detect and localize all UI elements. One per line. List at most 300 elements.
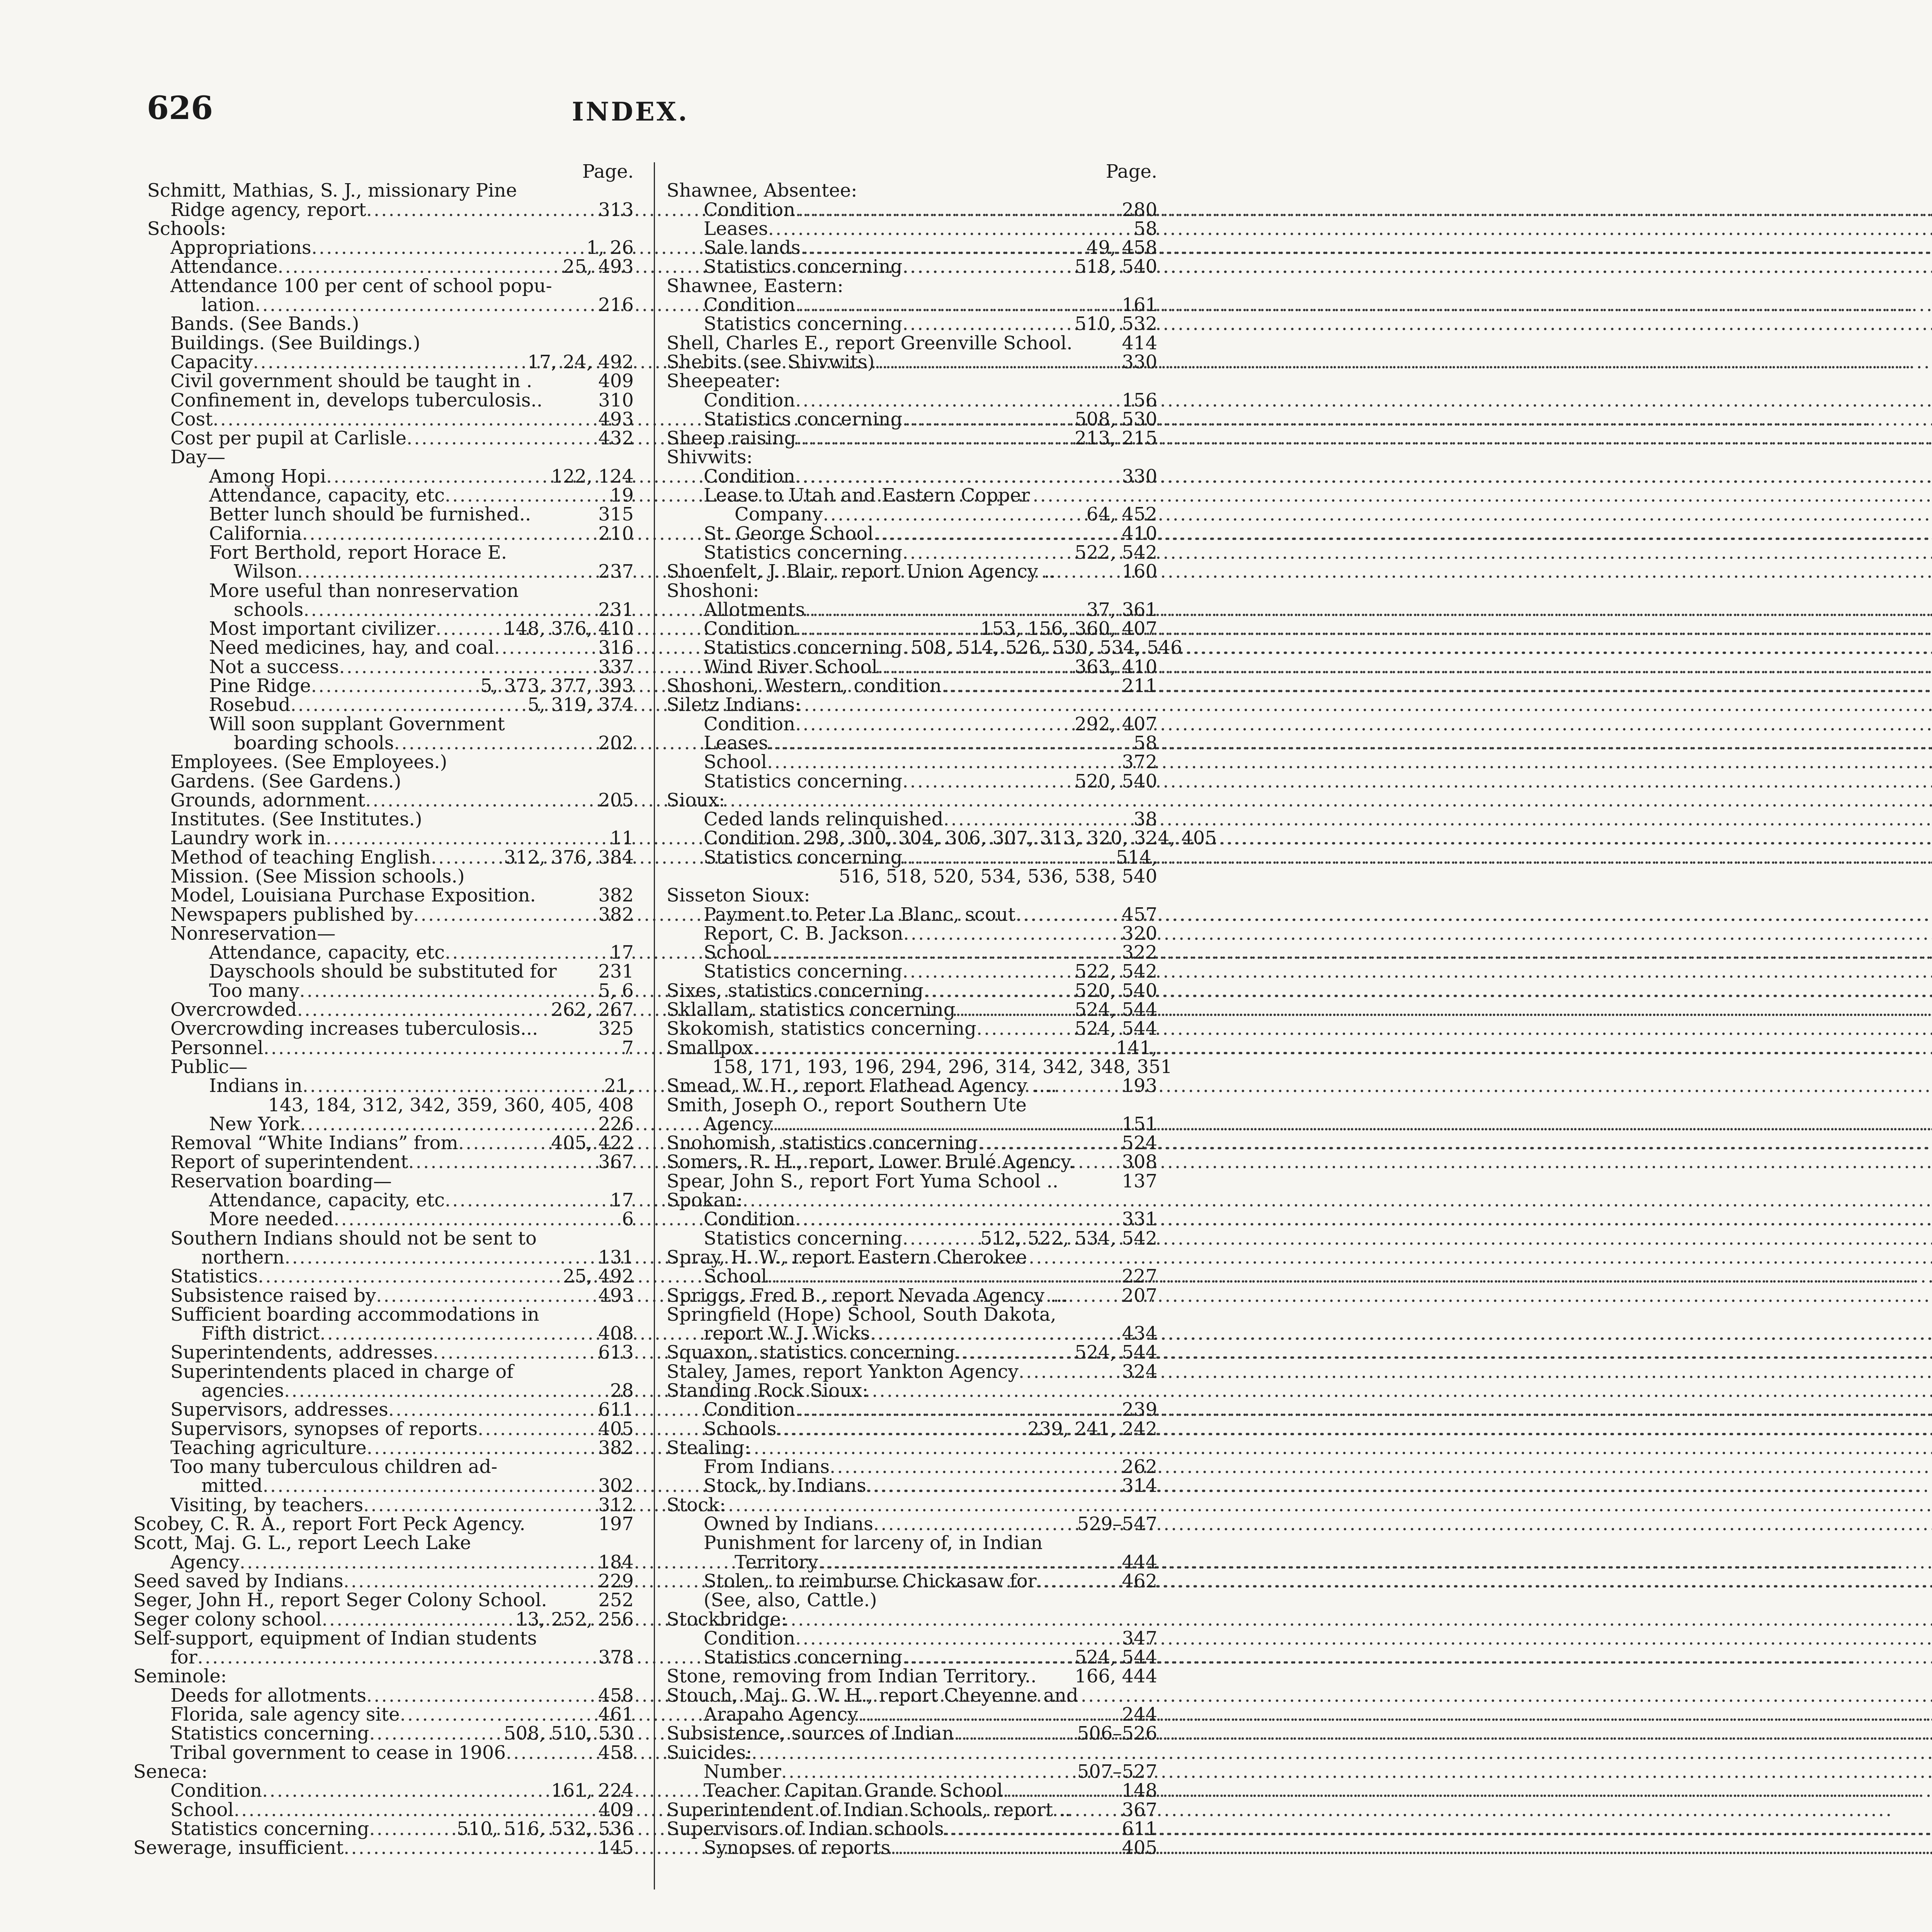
index-entry xyxy=(133,562,634,581)
index-entry-pages: 312, 376, 384 xyxy=(504,846,634,868)
index-entry xyxy=(133,410,634,429)
index-entry xyxy=(133,1343,634,1362)
index-entry xyxy=(133,334,634,353)
dot-leader xyxy=(818,1553,1118,1572)
index-entry-pages: 337 xyxy=(598,656,634,678)
index-entry xyxy=(667,1039,1157,1058)
index-entry-pages: 64, 452 xyxy=(1086,503,1157,526)
index-entry xyxy=(133,543,634,562)
index-entry-pages: 141, xyxy=(1116,1037,1157,1059)
index-entry xyxy=(133,1496,634,1515)
index-entry xyxy=(133,353,634,372)
index-entry-text: Sewerage, insufficient xyxy=(133,1837,344,1859)
index-entry-pages: 237 xyxy=(598,561,634,583)
index-entry xyxy=(667,1686,1157,1705)
index-entry-pages: 13, 252, 256 xyxy=(515,1608,634,1630)
dot-leader xyxy=(197,1648,595,1667)
index-entry xyxy=(133,372,634,391)
index-entry-pages: 524, 544 xyxy=(1075,999,1157,1021)
index-entry-pages: 382 xyxy=(598,1437,634,1459)
index-entry xyxy=(667,1591,1157,1610)
index-entry-text: Report of superintendent xyxy=(170,1151,408,1173)
index-entry-text: Newspapers published by xyxy=(170,903,413,925)
index-entry xyxy=(133,658,634,677)
index-entry xyxy=(667,848,1157,867)
dot-leader xyxy=(1037,1572,1118,1591)
dot-leader xyxy=(406,429,594,448)
dot-leader xyxy=(435,619,500,638)
dot-leader xyxy=(445,1191,606,1210)
index-entry xyxy=(133,981,634,1000)
index-entry-text: Statistics concerning xyxy=(704,961,903,983)
page-header xyxy=(147,90,1114,132)
index-entry xyxy=(667,1000,1157,1019)
index-entry-text: Grounds, adornment xyxy=(170,789,366,811)
index-entry-text: Stolen, to reimburse Chickasaw for xyxy=(704,1570,1037,1592)
index-entry xyxy=(667,391,1157,410)
index-entry xyxy=(667,562,1157,581)
index-entry xyxy=(133,1058,634,1077)
index-entry xyxy=(133,296,634,315)
index-entry-pages: 520, 540 xyxy=(1075,770,1157,792)
index-entry-text: Schools xyxy=(704,1418,777,1440)
index-entry-text: Fort Berthold, report Horace E. xyxy=(209,541,507,563)
index-entry xyxy=(133,238,634,257)
index-entry-pages: 292, 407 xyxy=(1075,713,1157,735)
index-entry-pages: 239 xyxy=(1122,1399,1157,1421)
index-entry-pages: 262 xyxy=(1122,1456,1157,1478)
index-entry-text: Staley, James, report Yankton Agency xyxy=(667,1361,1019,1383)
index-entry-pages: 156 xyxy=(1122,389,1157,411)
index-entry xyxy=(133,677,634,696)
index-entry xyxy=(133,829,634,848)
index-entry xyxy=(133,1439,634,1458)
index-entry-text: School xyxy=(170,1799,234,1821)
index-entry-text: Rosebud xyxy=(209,694,291,716)
index-entry-text: Dayschools should be substituted for xyxy=(209,961,557,983)
dot-leader xyxy=(290,696,524,714)
index-entry-pages: 161 xyxy=(1122,294,1157,316)
index-entry-pages: 363, 410 xyxy=(1075,656,1157,678)
index-entry-text: Nonreservation— xyxy=(170,922,336,944)
index-entry xyxy=(667,1096,1157,1115)
index-entry xyxy=(667,981,1157,1000)
index-entry-pages: 5, 6 xyxy=(598,980,634,1002)
index-entry-pages: 58 xyxy=(1133,218,1157,240)
index-entry-pages: 252 xyxy=(598,1589,634,1611)
dot-leader xyxy=(445,486,606,505)
index-entry xyxy=(667,715,1157,734)
index-entry xyxy=(667,524,1157,543)
index-entry-pages: 508, 514, 526, 530, 534, 546 xyxy=(911,637,1182,659)
dot-leader xyxy=(890,1838,1118,1857)
index-entry-text: Territory xyxy=(735,1551,818,1573)
index-entry xyxy=(133,391,634,410)
index-entry-text: for xyxy=(170,1646,197,1668)
index-entry xyxy=(133,1191,634,1210)
index-entry-pages: 161, 224 xyxy=(551,1780,634,1802)
index-entry-text: Shawnee, Absentee: xyxy=(667,180,857,202)
index-entry-text: Springfield (Hope) School, South Dakota, xyxy=(667,1303,1056,1325)
index-entry xyxy=(667,238,1157,257)
index-entry xyxy=(133,524,634,543)
index-entry-pages: 458 xyxy=(598,1742,634,1764)
index-entry-text: Most important civilizer xyxy=(209,618,436,640)
index-entry xyxy=(133,1610,634,1629)
dot-leader xyxy=(433,1343,594,1362)
dot-leader xyxy=(494,638,595,657)
index-entry-text: Institutes. (See Institutes.) xyxy=(170,808,422,830)
dot-leader xyxy=(902,1648,1071,1667)
index-entry-pages: 367 xyxy=(1122,1799,1157,1821)
index-entry-text: Stealing: xyxy=(667,1437,751,1459)
index-entry xyxy=(667,677,1157,696)
index-entry-pages: 325 xyxy=(598,1018,634,1040)
index-entry-text: Method of teaching English xyxy=(170,846,431,868)
dot-leader xyxy=(796,429,1071,448)
index-entry-text: Mission. (See Mission schools.) xyxy=(170,865,465,887)
dot-leader xyxy=(1015,905,1118,924)
dot-leader xyxy=(942,677,1118,696)
index-entry xyxy=(667,1400,1157,1419)
index-entry-pages: 310 xyxy=(598,389,634,411)
dot-leader xyxy=(264,1039,618,1058)
index-entry-pages: 226 xyxy=(598,1113,634,1135)
index-entry-text: Shawnee, Eastern: xyxy=(667,275,844,297)
index-entry-pages: 6 xyxy=(622,1208,634,1230)
index-entry xyxy=(133,582,634,600)
index-entry-text: From Indians xyxy=(704,1456,830,1478)
index-entry xyxy=(133,277,634,296)
dot-leader xyxy=(795,296,1118,315)
index-entry xyxy=(133,1248,634,1267)
index-entry-pages: 210 xyxy=(598,522,634,544)
index-entry-text: Cost per pupil at Carlisle xyxy=(170,427,407,449)
index-entry-pages: 137 xyxy=(1122,1170,1157,1192)
index-entry-pages: 524, 544 xyxy=(1075,1018,1157,1040)
index-entry-pages: 25, 493 xyxy=(563,256,634,278)
index-entry-text: Statistics xyxy=(170,1265,258,1287)
index-entry xyxy=(667,1496,1157,1515)
dot-leader xyxy=(878,658,1071,677)
index-entry-text: Lease to Utah and Eastern Copper xyxy=(704,485,1030,507)
index-entry-text: Seneca: xyxy=(133,1760,208,1782)
dot-leader xyxy=(978,1134,1118,1153)
index-entry xyxy=(667,1515,1157,1534)
index-entry xyxy=(133,1172,634,1191)
index-entry-pages: 28 xyxy=(610,1380,634,1401)
index-entry xyxy=(667,1381,1157,1400)
index-entry xyxy=(667,1648,1157,1667)
index-entry-text: Spray, H. W., report Eastern Cherokee xyxy=(667,1246,1027,1268)
index-entry-text: Overcrowded xyxy=(170,999,297,1021)
index-entry-text: boarding schools xyxy=(234,732,394,754)
index-entry xyxy=(133,1019,634,1038)
dot-leader xyxy=(805,600,1082,619)
index-entry-pages: 17 xyxy=(610,942,634,964)
dot-leader xyxy=(902,543,1071,562)
index-entry xyxy=(667,905,1157,924)
index-entry-text: Stock: xyxy=(667,1494,726,1516)
dot-leader xyxy=(303,600,594,619)
index-entry-pages: 315 xyxy=(598,503,634,526)
index-entry xyxy=(667,886,1157,905)
index-entry xyxy=(667,637,1182,659)
index-entry xyxy=(667,219,1157,238)
index-entry xyxy=(133,962,634,981)
index-entry-text: Smallpox xyxy=(667,1037,753,1059)
dot-leader xyxy=(388,1400,595,1419)
index-entry-text: Stouch, Maj. G. W. H., report Cheyenne and xyxy=(667,1684,1078,1706)
dot-leader xyxy=(874,353,1118,372)
index-entry-text: Appropriations xyxy=(170,237,311,259)
index-entry xyxy=(667,582,1157,600)
index-entry xyxy=(667,1476,1157,1495)
dot-leader xyxy=(767,753,1118,772)
index-entry-pages: 507–527 xyxy=(1077,1760,1157,1782)
index-entry-pages: 408 xyxy=(598,1323,634,1345)
index-entry-text: Smead, W. H., report Flathead Agency .... xyxy=(667,1075,1057,1097)
index-entry-pages: 493 xyxy=(598,1284,634,1306)
dot-leader xyxy=(767,1267,1118,1286)
index-entry-text: Sale lands xyxy=(704,237,801,259)
dot-leader xyxy=(376,1286,594,1305)
index-entry-text: Somers, R. H., report, Lower Brulé Agency. xyxy=(667,1151,1075,1173)
dot-leader xyxy=(776,1420,1024,1439)
dot-leader xyxy=(866,1476,1118,1495)
index-entry-pages: 143, 184, 312, 342, 359, 360, 405, 408 xyxy=(268,1094,634,1116)
index-entry-pages: 227 xyxy=(1122,1265,1157,1287)
index-entry xyxy=(667,1191,1157,1210)
index-entry-text: Arapaho Agency xyxy=(704,1704,858,1726)
index-entry-pages: 184 xyxy=(598,1551,634,1573)
dot-leader xyxy=(753,1039,1112,1058)
dot-leader xyxy=(344,1838,594,1857)
dot-leader xyxy=(795,715,1071,734)
index-entry-text: Will soon supplant Government xyxy=(209,713,505,735)
index-entry-pages: 414 xyxy=(1122,332,1157,354)
index-entry xyxy=(133,1400,634,1419)
index-entry-pages: 512, 522, 534, 542 xyxy=(980,1227,1157,1249)
dot-leader xyxy=(369,1724,500,1743)
index-entry-text: Model, Louisiana Purchase Exposition. xyxy=(170,884,536,906)
index-entry xyxy=(667,1286,1157,1305)
index-entry-text: Smith, Joseph O., report Southern Ute xyxy=(667,1094,1027,1116)
dot-leader xyxy=(284,1381,606,1400)
dot-leader xyxy=(823,505,1083,524)
index-entry-text: Seger colony school xyxy=(133,1608,322,1630)
index-entry-text: Public— xyxy=(170,1056,248,1078)
index-entry xyxy=(133,1515,634,1534)
dot-leader xyxy=(801,238,1083,257)
index-entry-text: Standing Rock Sioux: xyxy=(667,1380,869,1401)
index-entry-text: Payment to Peter La Blanc, scout xyxy=(704,903,1016,925)
index-entry-text: Stone, removing from Indian Territory.. xyxy=(667,1665,1037,1687)
index-entry xyxy=(133,943,634,962)
index-entry-pages: 5, 319, 374 xyxy=(527,694,634,716)
index-entry xyxy=(133,1838,634,1857)
index-entry-pages: 493 xyxy=(598,408,634,430)
index-entry-pages: 510, 516, 532, 536 xyxy=(456,1818,634,1840)
index-entry xyxy=(133,1420,634,1439)
index-entry-pages: 372 xyxy=(1122,751,1157,773)
index-column-right xyxy=(667,161,1217,1859)
index-entry-pages: 410 xyxy=(1122,522,1157,544)
index-entry-pages: 202 xyxy=(598,732,634,754)
index-entry-text: New York xyxy=(209,1113,300,1135)
index-entry-text: Superintendents, addresses xyxy=(170,1342,433,1364)
index-entry xyxy=(667,696,1157,714)
index-entry xyxy=(133,1210,634,1229)
dot-leader xyxy=(943,810,1130,829)
index-entry-text: Subsistence, sources of Indian xyxy=(667,1723,954,1745)
index-entry xyxy=(133,201,634,219)
index-entry-text: Condition xyxy=(704,1627,796,1649)
dot-leader xyxy=(413,905,594,924)
dot-leader xyxy=(903,924,1118,943)
index-entry-text: Need medicines, hay, and coal xyxy=(209,637,494,659)
index-entry-text: (See, also, Cattle.) xyxy=(704,1589,877,1611)
index-entry xyxy=(667,1458,1157,1476)
index-entry xyxy=(667,1801,1157,1820)
index-entry-text: Sixes, statistics concerning xyxy=(667,980,923,1002)
index-entry xyxy=(667,1705,1157,1724)
index-entry-text: Teacher Capitan Grande School xyxy=(704,1780,1003,1802)
index-entry-pages: 197 xyxy=(598,1513,634,1535)
index-entry-pages: 367 xyxy=(598,1151,634,1173)
index-entry xyxy=(667,810,1157,829)
index-entry xyxy=(133,1458,634,1476)
index-entry xyxy=(667,1667,1157,1686)
dot-leader xyxy=(795,467,1118,486)
index-entry xyxy=(667,619,1157,638)
dot-leader xyxy=(367,1439,595,1458)
index-entry xyxy=(667,1056,1172,1078)
dot-leader xyxy=(366,201,595,219)
index-entry xyxy=(667,1343,1157,1362)
index-entry xyxy=(133,1781,634,1800)
index-entry-text: Personnel xyxy=(170,1037,264,1059)
index-entry-pages: 529–547 xyxy=(1077,1513,1157,1535)
index-entry xyxy=(667,943,1157,962)
index-entry-text: Buildings. (See Buildings.) xyxy=(170,332,420,354)
index-entry-pages: 347 xyxy=(1122,1627,1157,1649)
dot-leader xyxy=(923,981,1071,1000)
index-entry-pages: 506–526 xyxy=(1077,1723,1157,1745)
index-entry-text: Sheepeater: xyxy=(667,370,781,392)
dot-leader xyxy=(944,1820,1118,1838)
index-entry-text: Sufficient boarding accommodations in xyxy=(170,1303,539,1325)
index-entry-text: northern xyxy=(201,1246,285,1268)
index-entry-text: Schools: xyxy=(147,218,226,240)
index-entry-text: Statistics concerning xyxy=(704,1646,903,1668)
index-entry-pages: 7 xyxy=(622,1037,634,1059)
dot-leader xyxy=(902,257,1071,276)
index-entry-pages: 38 xyxy=(1133,808,1157,830)
index-entry xyxy=(133,1534,634,1553)
index-entry xyxy=(133,1305,634,1324)
dot-leader xyxy=(458,1134,547,1153)
index-entry xyxy=(133,1667,634,1686)
index-entry xyxy=(667,1248,1157,1267)
index-entry-text: Not a success xyxy=(209,656,339,678)
index-entry-pages: 158, 171, 193, 196, 294, 296, 314, 342, 348, 351 xyxy=(712,1056,1172,1078)
index-entry-text: Number xyxy=(704,1760,781,1782)
index-entry xyxy=(133,429,634,448)
index-entry-text: Sioux: xyxy=(667,789,725,811)
index-entry-pages: 461 xyxy=(598,1704,634,1726)
index-entry xyxy=(667,1743,1157,1762)
index-entry-text: Wind River School xyxy=(704,656,878,678)
index-entry-pages: 58 xyxy=(1133,732,1157,754)
index-entry-text: Pine Ridge xyxy=(209,675,311,697)
index-entry-text: Shebits (see Shivwits) xyxy=(667,351,875,373)
index-entry xyxy=(667,257,1157,276)
index-entry xyxy=(133,867,634,886)
index-entry xyxy=(667,1229,1157,1248)
index-entry xyxy=(667,1534,1157,1553)
index-entry-text: Civil government should be taught in . xyxy=(170,370,532,392)
index-entry-text: Condition xyxy=(704,294,796,316)
index-entry-text: Report, C. B. Jackson xyxy=(704,922,903,944)
index-entry-text: Subsistence raised by xyxy=(170,1284,376,1306)
index-entry xyxy=(667,827,1217,849)
index-entry xyxy=(667,448,1157,467)
dot-leader xyxy=(255,296,594,315)
dot-leader xyxy=(873,1515,1073,1534)
index-entry xyxy=(133,1743,634,1762)
dot-leader xyxy=(297,562,595,581)
dot-leader xyxy=(369,1820,453,1838)
index-entry-pages: 458 xyxy=(598,1684,634,1706)
index-entry xyxy=(667,1134,1157,1153)
index-entry xyxy=(667,1572,1157,1591)
dot-leader xyxy=(795,391,1118,410)
index-entry-text: St. George School xyxy=(704,522,874,544)
dot-leader xyxy=(344,1572,595,1591)
dot-leader xyxy=(408,1153,594,1172)
index-entry-text: Condition xyxy=(704,389,796,411)
index-entry-pages: 457 xyxy=(1122,903,1157,925)
index-entry xyxy=(133,1267,634,1286)
index-entry-text: Condition xyxy=(704,1399,796,1421)
index-entry-text: School xyxy=(704,942,767,964)
index-entry-pages: 516, 518, 520, 534, 536, 538, 540 xyxy=(838,865,1157,887)
dot-leader xyxy=(768,734,1130,753)
dot-leader xyxy=(781,1762,1073,1781)
index-entry-text: School xyxy=(704,751,767,773)
dot-leader xyxy=(339,658,594,677)
index-entry-text: Suicides: xyxy=(667,1742,752,1764)
index-entry-pages: 405, 422 xyxy=(551,1132,634,1154)
dot-leader xyxy=(870,1324,1118,1343)
index-entry-pages: 434 xyxy=(1122,1323,1157,1345)
dot-leader xyxy=(954,1724,1073,1743)
index-entry xyxy=(667,600,1157,619)
index-entry-text: Removal “White Indians” from xyxy=(170,1132,458,1154)
index-entry xyxy=(133,886,634,905)
index-entry-pages: 314 xyxy=(1122,1475,1157,1497)
index-entry xyxy=(133,1762,634,1781)
dot-leader xyxy=(795,201,1118,219)
index-entry-text: Shoshoni, Western, condition xyxy=(667,675,942,697)
index-entry xyxy=(667,1267,1157,1286)
index-entry xyxy=(667,429,1157,448)
index-entry xyxy=(133,924,634,943)
dot-leader xyxy=(902,315,1071,333)
index-entry-text: Employees. (See Employees.) xyxy=(170,751,447,773)
index-entry-text: Cost xyxy=(170,408,213,430)
